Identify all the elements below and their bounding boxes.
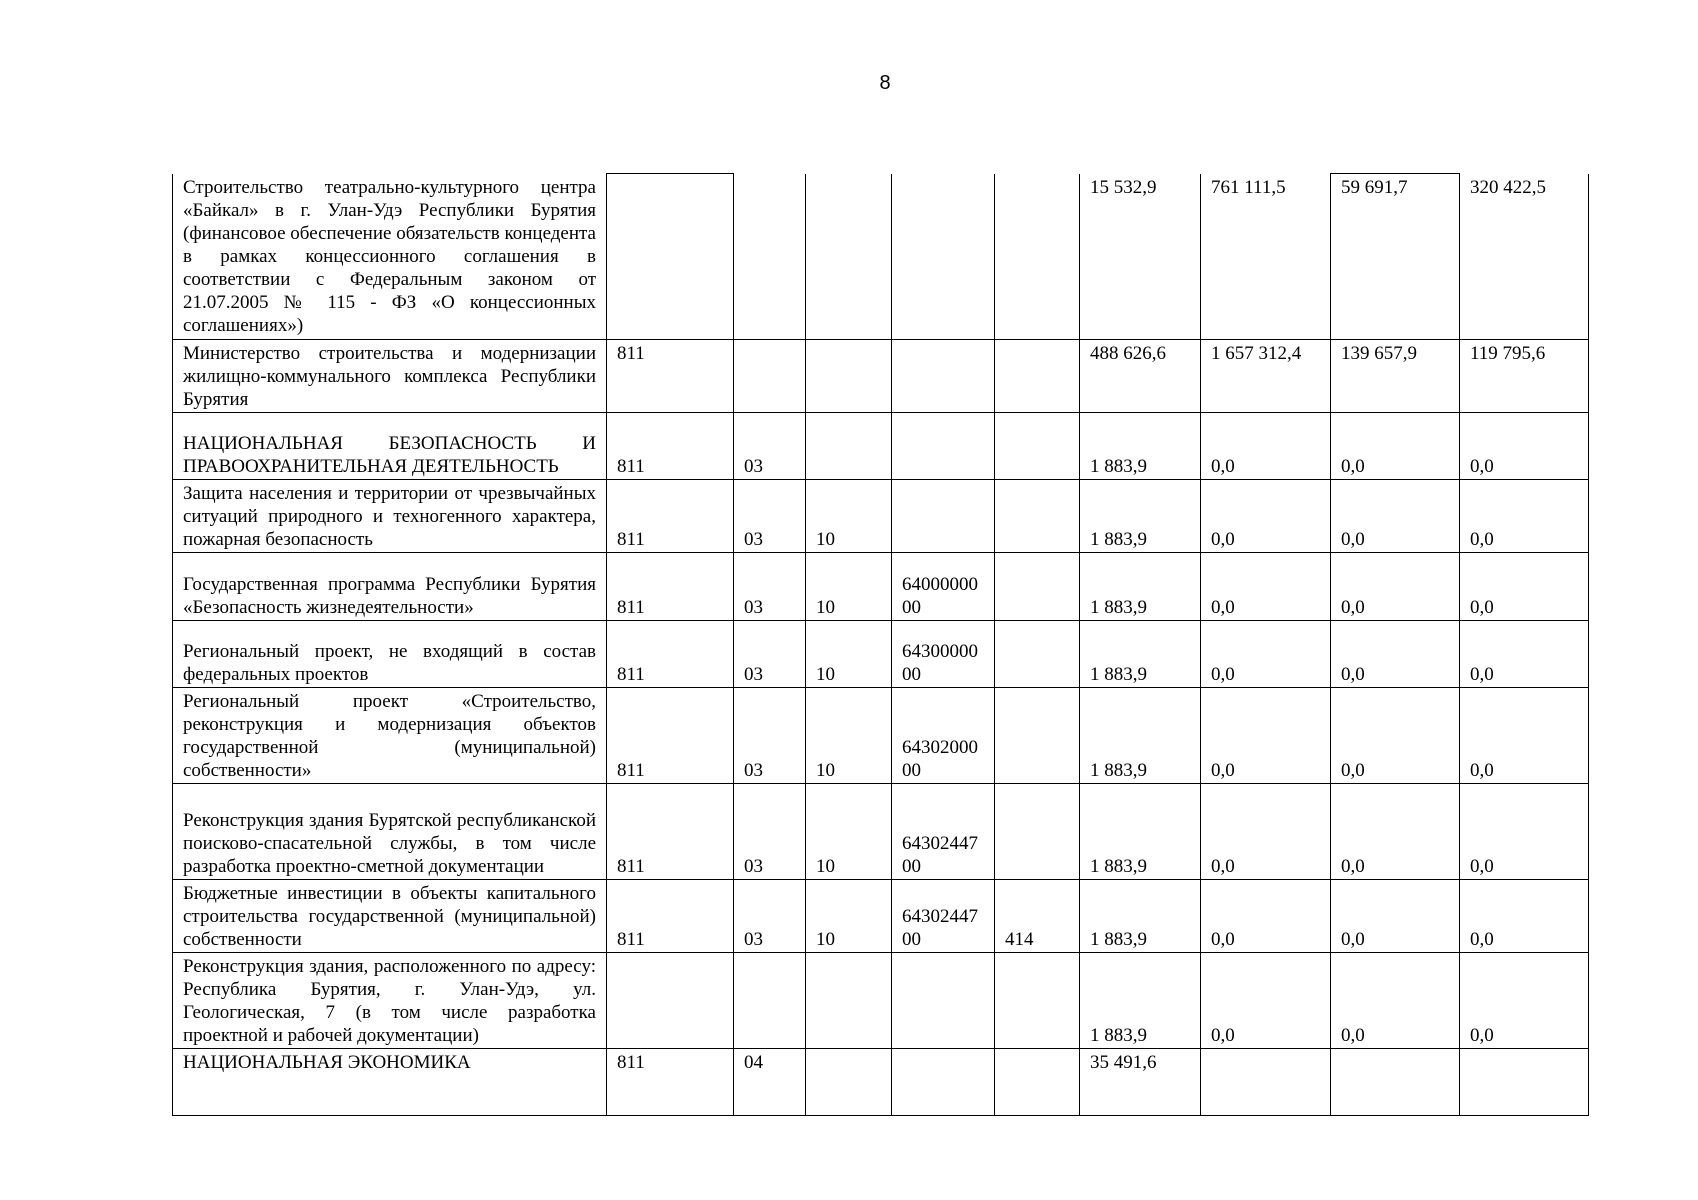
grbs-cell: 811 bbox=[607, 688, 734, 784]
amount-1-cell: 35 491,6 bbox=[1080, 1049, 1201, 1116]
row-name: Реконструкция здания Бурятской республиканской поисково-спасательной службы, в том числе разработка проектно-сметной документации bbox=[173, 784, 607, 880]
page-number: 8 bbox=[879, 72, 891, 94]
section-cell: 03 bbox=[734, 621, 806, 688]
expense-type-cell bbox=[995, 688, 1080, 784]
target-article-cell: 6430000000 bbox=[892, 621, 995, 688]
amount-2-cell: 0,0 bbox=[1201, 784, 1331, 880]
amount-1-cell: 488 626,6 bbox=[1080, 340, 1201, 413]
row-name: Строительство театрально-культурного центра «Байкал» в г. Улан-Удэ Республики Бурятия (финансовое обеспечение обязательств концедента в рамках концессионного соглашения в соответствии с Федеральным законом от 21.07.2005 № 115 - ФЗ «О концессионных соглашениях») bbox=[173, 174, 607, 340]
expense-type-cell bbox=[995, 174, 1080, 340]
amount-1-cell: 1 883,9 bbox=[1080, 688, 1201, 784]
table-row bbox=[173, 1049, 1589, 1116]
grbs-cell: 811 bbox=[607, 413, 734, 480]
expense-type-cell bbox=[995, 621, 1080, 688]
subsection-cell: 10 bbox=[806, 688, 892, 784]
amount-4-cell bbox=[1460, 1049, 1589, 1116]
amount-4-cell: 0,0 bbox=[1460, 553, 1589, 621]
amount-4-cell: 0,0 bbox=[1460, 688, 1589, 784]
amount-3-cell: 0,0 bbox=[1331, 953, 1460, 1049]
amount-1-cell: 1 883,9 bbox=[1080, 413, 1201, 480]
target-article-cell bbox=[892, 174, 995, 340]
section-cell: 04 bbox=[734, 1049, 806, 1116]
amount-4-cell: 0,0 bbox=[1460, 784, 1589, 880]
subsection-cell bbox=[806, 174, 892, 340]
expense-type-cell bbox=[995, 1049, 1080, 1116]
table-row bbox=[173, 413, 1589, 480]
amount-1-cell: 15 532,9 bbox=[1080, 174, 1201, 340]
target-article-cell: 6430244700 bbox=[892, 880, 995, 953]
grbs-cell: 811 bbox=[607, 621, 734, 688]
grbs-cell: 811 bbox=[607, 880, 734, 953]
amount-3-cell: 139 657,9 bbox=[1331, 340, 1460, 413]
target-article-cell bbox=[892, 340, 995, 413]
amount-2-cell: 0,0 bbox=[1201, 880, 1331, 953]
grbs-cell bbox=[607, 953, 734, 1049]
target-article-cell bbox=[892, 413, 995, 480]
expense-type-cell bbox=[995, 413, 1080, 480]
table-row bbox=[173, 553, 1589, 621]
subsection-cell bbox=[806, 413, 892, 480]
amount-4-cell: 0,0 bbox=[1460, 621, 1589, 688]
section-cell bbox=[734, 174, 806, 340]
amount-2-cell: 0,0 bbox=[1201, 621, 1331, 688]
row-name: Государственная программа Республики Бурятия «Безопасность жизнедеятельности» bbox=[173, 553, 607, 621]
target-article-cell bbox=[892, 480, 995, 553]
expense-type-cell: 414 bbox=[995, 880, 1080, 953]
amount-1-cell: 1 883,9 bbox=[1080, 953, 1201, 1049]
expense-type-cell bbox=[995, 480, 1080, 553]
subsection-cell: 10 bbox=[806, 480, 892, 553]
amount-2-cell: 0,0 bbox=[1201, 413, 1331, 480]
table-row bbox=[173, 174, 1589, 340]
amount-4-cell: 0,0 bbox=[1460, 953, 1589, 1049]
section-cell bbox=[734, 953, 806, 1049]
amount-3-cell: 0,0 bbox=[1331, 621, 1460, 688]
expense-type-cell bbox=[995, 953, 1080, 1049]
amount-2-cell: 0,0 bbox=[1201, 480, 1331, 553]
subsection-cell: 10 bbox=[806, 880, 892, 953]
amount-2-cell: 0,0 bbox=[1201, 688, 1331, 784]
amount-4-cell: 119 795,6 bbox=[1460, 340, 1589, 413]
amount-1-cell: 1 883,9 bbox=[1080, 880, 1201, 953]
expense-type-cell bbox=[995, 784, 1080, 880]
grbs-cell: 811 bbox=[607, 340, 734, 413]
amount-3-cell: 0,0 bbox=[1331, 688, 1460, 784]
table-row bbox=[173, 340, 1589, 413]
amount-4-cell: 0,0 bbox=[1460, 413, 1589, 480]
section-cell: 03 bbox=[734, 784, 806, 880]
amount-3-cell: 0,0 bbox=[1331, 480, 1460, 553]
amount-4-cell: 320 422,5 bbox=[1460, 174, 1589, 340]
table-row bbox=[173, 621, 1589, 688]
amount-3-cell: 0,0 bbox=[1331, 553, 1460, 621]
row-name: Региональный проект «Строительство, реконструкция и модернизация объектов государственной (муниципальной) собственности» bbox=[173, 688, 607, 784]
budget-table bbox=[172, 173, 1589, 1116]
row-name: Министерство строительства и модернизации жилищно-коммунального комплекса Республики Бурятия bbox=[173, 340, 607, 413]
row-name: Реконструкция здания, расположенного по адресу: Республика Бурятия, г. Улан-Удэ, ул. Геологическая, 7 (в том числе разработка проектной и рабочей документации) bbox=[173, 953, 607, 1049]
amount-2-cell: 0,0 bbox=[1201, 553, 1331, 621]
section-cell bbox=[734, 340, 806, 413]
target-article-cell bbox=[892, 953, 995, 1049]
amount-2-cell: 0,0 bbox=[1201, 953, 1331, 1049]
target-article-cell bbox=[892, 1049, 995, 1116]
section-cell: 03 bbox=[734, 553, 806, 621]
section-cell: 03 bbox=[734, 413, 806, 480]
amount-1-cell: 1 883,9 bbox=[1080, 480, 1201, 553]
amount-1-cell: 1 883,9 bbox=[1080, 553, 1201, 621]
row-name: Защита населения и территории от чрезвычайных ситуаций природного и техногенного характера, пожарная безопасность bbox=[173, 480, 607, 553]
section-cell: 03 bbox=[734, 480, 806, 553]
table-row bbox=[173, 784, 1589, 880]
amount-2-cell bbox=[1201, 1049, 1331, 1116]
target-article-cell: 6400000000 bbox=[892, 553, 995, 621]
grbs-cell: 811 bbox=[607, 1049, 734, 1116]
grbs-cell: 811 bbox=[607, 480, 734, 553]
amount-3-cell: 59 691,7 bbox=[1331, 174, 1460, 340]
subsection-cell: 10 bbox=[806, 553, 892, 621]
table-row bbox=[173, 688, 1589, 784]
section-cell: 03 bbox=[734, 880, 806, 953]
grbs-cell: 811 bbox=[607, 784, 734, 880]
subsection-cell bbox=[806, 953, 892, 1049]
amount-3-cell: 0,0 bbox=[1331, 880, 1460, 953]
row-name: НАЦИОНАЛЬНАЯ ЭКОНОМИКА bbox=[173, 1049, 607, 1116]
amount-3-cell: 0,0 bbox=[1331, 413, 1460, 480]
subsection-cell bbox=[806, 340, 892, 413]
subsection-cell bbox=[806, 1049, 892, 1116]
subsection-cell: 10 bbox=[806, 784, 892, 880]
grbs-cell: 811 bbox=[607, 553, 734, 621]
row-name: Региональный проект, не входящий в состав федеральных проектов bbox=[173, 621, 607, 688]
amount-3-cell bbox=[1331, 1049, 1460, 1116]
amount-3-cell: 0,0 bbox=[1331, 784, 1460, 880]
amount-2-cell: 761 111,5 bbox=[1201, 174, 1331, 340]
amount-1-cell: 1 883,9 bbox=[1080, 784, 1201, 880]
table-row bbox=[173, 880, 1589, 953]
expense-type-cell bbox=[995, 553, 1080, 621]
expense-type-cell bbox=[995, 340, 1080, 413]
row-name: НАЦИОНАЛЬНАЯ БЕЗОПАСНОСТЬ И ПРАВООХРАНИТЕЛЬНАЯ ДЕЯТЕЛЬНОСТЬ bbox=[173, 413, 607, 480]
amount-2-cell: 1 657 312,4 bbox=[1201, 340, 1331, 413]
row-name: Бюджетные инвестиции в объекты капитального строительства государственной (муниципальной) собственности bbox=[173, 880, 607, 953]
amount-4-cell: 0,0 bbox=[1460, 480, 1589, 553]
table-row bbox=[173, 953, 1589, 1049]
target-article-cell: 6430200000 bbox=[892, 688, 995, 784]
table-row bbox=[173, 480, 1589, 553]
grbs-cell bbox=[607, 174, 734, 340]
amount-1-cell: 1 883,9 bbox=[1080, 621, 1201, 688]
target-article-cell: 6430244700 bbox=[892, 784, 995, 880]
section-cell: 03 bbox=[734, 688, 806, 784]
amount-4-cell: 0,0 bbox=[1460, 880, 1589, 953]
subsection-cell: 10 bbox=[806, 621, 892, 688]
